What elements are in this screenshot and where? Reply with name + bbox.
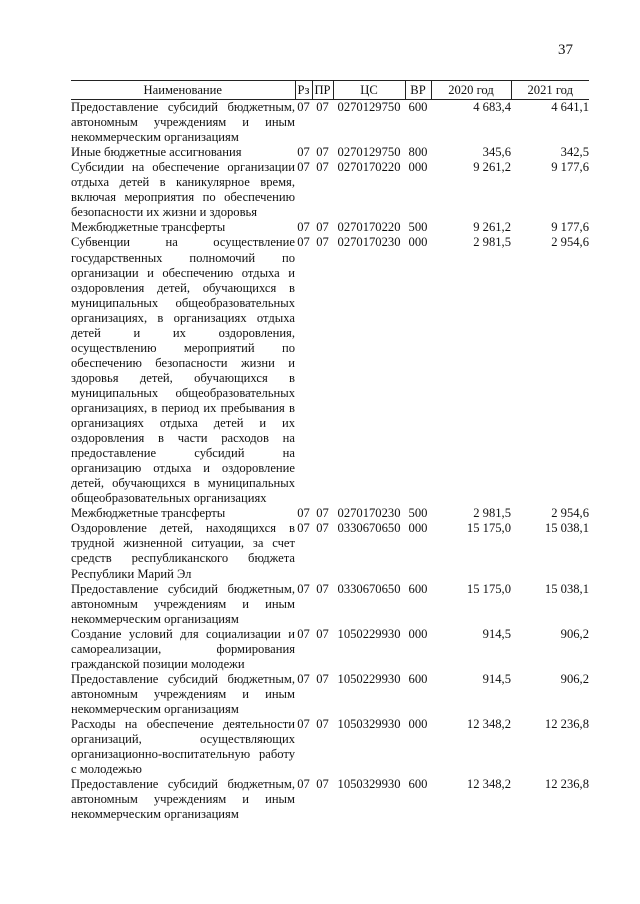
cell-cs: 0270170220 [337, 220, 401, 235]
header-cs: ЦС [333, 81, 405, 100]
cell-y2020: 15 175,0 [466, 521, 511, 536]
cell-y2021: 906,2 [560, 671, 589, 686]
cell-rz: 07 [297, 506, 310, 521]
cell-rz: 07 [297, 160, 310, 175]
cell-pr: 07 [316, 235, 329, 250]
cell-vr: 000 [408, 160, 428, 175]
cell-rz: 07 [297, 581, 310, 596]
table-row [71, 145, 589, 160]
cell-y2021: 2 954,6 [551, 506, 589, 521]
cell-y2021: 906,2 [560, 626, 589, 641]
cell-rz: 07 [297, 521, 310, 536]
cell-y2020: 2 981,5 [473, 506, 511, 521]
cell-vr: 600 [408, 100, 428, 115]
cell-cs: 0270170230 [337, 506, 401, 521]
table-row [71, 506, 589, 521]
cell-cs: 0330670650 [337, 581, 401, 596]
cell-rz: 07 [297, 626, 310, 641]
cell-y2020: 914,5 [482, 626, 511, 641]
cell-y2021: 9 177,6 [551, 160, 589, 175]
cell-rz: 07 [297, 235, 310, 250]
table-row [71, 220, 589, 235]
cell-name: Предоставление субсидий бюджетным, автономным учреждениям и иным некоммерческим организациям [71, 581, 295, 626]
table-row [71, 777, 589, 822]
table-row [71, 582, 589, 627]
cell-pr: 07 [316, 777, 329, 792]
table-row [71, 521, 589, 581]
cell-cs: 1050229930 [337, 671, 401, 686]
cell-vr: 600 [408, 581, 428, 596]
cell-rz: 07 [297, 671, 310, 686]
table-row [71, 672, 589, 717]
table-row [71, 235, 589, 506]
cell-y2020: 15 175,0 [466, 581, 511, 596]
cell-vr: 600 [408, 777, 428, 792]
table-row [71, 627, 589, 672]
cell-y2021: 15 038,1 [544, 521, 589, 536]
cell-cs: 0270170230 [337, 235, 401, 250]
cell-rz: 07 [297, 220, 310, 235]
budget-table [71, 80, 589, 822]
cell-pr: 07 [316, 626, 329, 641]
cell-name: Предоставление субсидий бюджетным, автономным учреждениям и иным некоммерческим организациям [71, 100, 295, 145]
header-2021: 2021 год [511, 81, 589, 100]
header-2020: 2020 год [431, 81, 511, 100]
page-number: 37 [558, 42, 573, 58]
cell-cs: 0270129750 [337, 100, 401, 115]
cell-vr: 500 [408, 506, 428, 521]
cell-cs: 0330670650 [337, 521, 401, 536]
table-header-row [71, 81, 589, 100]
table-row [71, 160, 589, 220]
cell-pr: 07 [316, 506, 329, 521]
cell-y2020: 12 348,2 [466, 716, 511, 731]
cell-vr: 800 [408, 145, 428, 160]
cell-pr: 07 [316, 521, 329, 536]
table-body [71, 100, 589, 823]
cell-y2021: 9 177,6 [551, 220, 589, 235]
header-vr: ВР [405, 81, 431, 100]
cell-y2021: 342,5 [560, 145, 589, 160]
cell-vr: 600 [408, 671, 428, 686]
cell-pr: 07 [316, 220, 329, 235]
cell-name: Предоставление субсидий бюджетным, автономным учреждениям и иным некоммерческим организациям [71, 671, 295, 716]
cell-name: Оздоровление детей, находящихся в трудной жизненной ситуации, за счет средств республиканского бюджета Республики Марий Эл [71, 521, 295, 581]
cell-vr: 000 [408, 235, 428, 250]
cell-y2020: 345,6 [482, 145, 511, 160]
header-rz: Рз [295, 81, 312, 100]
cell-cs: 1050329930 [337, 777, 401, 792]
cell-y2021: 4 641,1 [551, 100, 589, 115]
cell-pr: 07 [316, 100, 329, 115]
cell-y2021: 12 236,8 [544, 777, 589, 792]
cell-y2021: 12 236,8 [544, 716, 589, 731]
cell-y2020: 2 981,5 [473, 235, 511, 250]
cell-y2020: 9 261,2 [473, 160, 511, 175]
cell-name: Иные бюджетные ассигнования [71, 145, 242, 160]
cell-cs: 0270170220 [337, 160, 401, 175]
cell-y2020: 4 683,4 [473, 100, 511, 115]
cell-y2021: 15 038,1 [544, 581, 589, 596]
cell-name: Межбюджетные трансферты [71, 506, 226, 521]
cell-y2021: 2 954,6 [551, 235, 589, 250]
cell-name: Предоставление субсидий бюджетным, автономным учреждениям и иным некоммерческим организациям [71, 777, 295, 822]
cell-pr: 07 [316, 581, 329, 596]
cell-vr: 000 [408, 716, 428, 731]
cell-name: Субвенции на осуществление государственных полномочий по организации и обеспечению отдыха и оздоровления детей, обучающихся в муниципальных общеобразовательных организациях, в организациях отдыха детей и их оздоровления, осуществлению мероприятий по обеспечению безопасности жизни и здоровья детей, обучающихся в муниципальных общеобразовательных организациях, в период их пребывания в организациях отдыха детей и их оздоровления в части расходов на предоставление субсидий на организацию отдыха и оздоровление детей, обучающихся в муниципальных общеобразовательных организациях [71, 235, 295, 506]
cell-vr: 000 [408, 626, 428, 641]
cell-name: Межбюджетные трансферты [71, 220, 226, 235]
cell-rz: 07 [297, 145, 310, 160]
cell-rz: 07 [297, 100, 310, 115]
cell-cs: 1050329930 [337, 716, 401, 731]
cell-cs: 1050229930 [337, 626, 401, 641]
cell-pr: 07 [316, 145, 329, 160]
cell-cs: 0270129750 [337, 145, 401, 160]
header-pr: ПР [312, 81, 333, 100]
cell-vr: 500 [408, 220, 428, 235]
cell-rz: 07 [297, 777, 310, 792]
cell-pr: 07 [316, 671, 329, 686]
cell-vr: 000 [408, 521, 428, 536]
cell-pr: 07 [316, 160, 329, 175]
cell-name: Расходы на обеспечение деятельности организаций, осуществляющих организационно-воспитательную работу с молодежью [71, 716, 295, 777]
cell-y2020: 12 348,2 [466, 777, 511, 792]
header-name: Наименование [71, 81, 295, 100]
cell-name: Создание условий для социализации и самореализации, формирования гражданской позиции молодежи [71, 626, 295, 671]
cell-y2020: 914,5 [482, 671, 511, 686]
cell-name: Субсидии на обеспечение организации отдыха детей в каникулярное время, включая мероприятия по обеспечению безопасности их жизни и здоровья [71, 160, 295, 220]
table-row [71, 100, 589, 146]
cell-pr: 07 [316, 716, 329, 731]
cell-y2020: 9 261,2 [473, 220, 511, 235]
table-row [71, 717, 589, 777]
cell-rz: 07 [297, 716, 310, 731]
